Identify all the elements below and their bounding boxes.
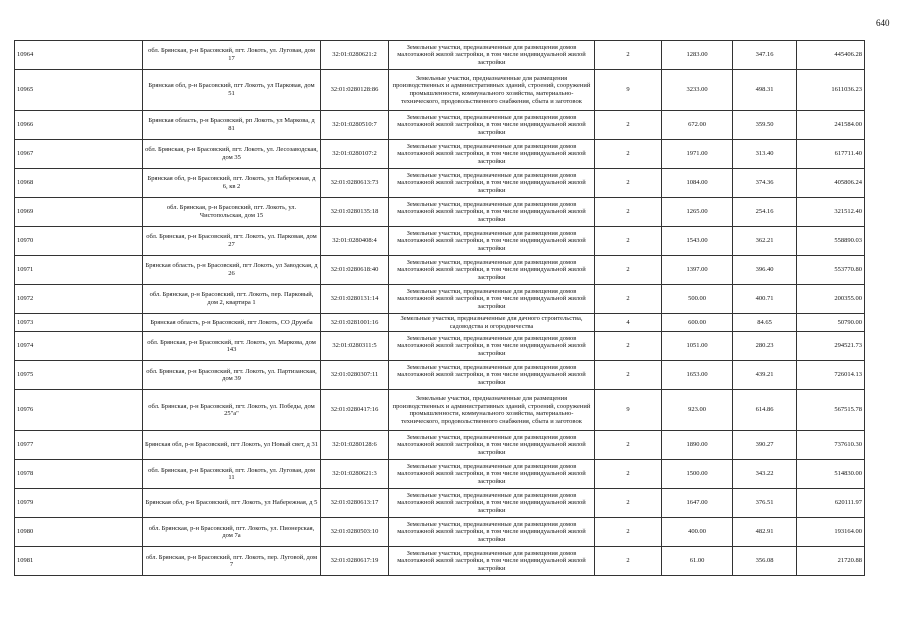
table-row: [15, 460, 865, 489]
specific-value-cell: 376.51: [733, 489, 797, 518]
area-cell: 1890.00: [662, 431, 733, 460]
use-category-code: 2: [595, 140, 662, 169]
record-id: 10966: [15, 111, 143, 140]
area-cell: 1265.00: [662, 198, 733, 227]
cadastral-number: 32:01:0280408:4: [321, 227, 389, 256]
cadastral-number: 32:01:0280618:40: [321, 256, 389, 285]
area-cell: 1397.00: [662, 256, 733, 285]
use-category-code: 2: [595, 547, 662, 576]
table-row: [15, 227, 865, 256]
land-use-description: Земельные участки, предназначенные для размещения домов малоэтажной жилой застройки, в том числе индивидуальной жилой застройки: [389, 431, 595, 460]
address-cell: обл. Брянская, р-н Брасовский, пгт. Локоть, ул. Партизанская, дом 39: [143, 361, 321, 390]
cadastral-value-cell: 726014.13: [797, 361, 865, 390]
land-use-description: Земельные участки, предназначенные для размещения домов малоэтажной жилой застройки, в том числе индивидуальной жилой застройки: [389, 518, 595, 547]
land-use-description: Земельные участки, предназначенные для размещения домов малоэтажной жилой застройки, в том числе индивидуальной жилой застройки: [389, 227, 595, 256]
record-id: 10967: [15, 140, 143, 169]
address-cell: Брянская область, р-н Брасовский, рп Локоть, ул Маркова, д 81: [143, 111, 321, 140]
address-cell: Брянская область, р-н Брасовский, пгт Локоть, ул Заводская, д 26: [143, 256, 321, 285]
cadastral-value-cell: 514830.00: [797, 460, 865, 489]
table-row: [15, 518, 865, 547]
record-id: 10976: [15, 390, 143, 431]
land-use-description: Земельные участки, предназначенные для размещения производственных и административных зданий, строений, сооружений промышленности, коммунального хозяйства, материально-технического, продовольственного снабжения, сбыта и заготовок: [389, 70, 595, 111]
cadastral-number: 32:01:0280417:16: [321, 390, 389, 431]
use-category-code: 2: [595, 431, 662, 460]
cadastral-value-cell: 553770.80: [797, 256, 865, 285]
cadastral-value-cell: 558890.03: [797, 227, 865, 256]
record-id: 10979: [15, 489, 143, 518]
cadastral-number: 32:01:0280311:5: [321, 332, 389, 361]
record-id: 10965: [15, 70, 143, 111]
cadastral-number: 32:01:0280621:2: [321, 41, 389, 70]
table-row: [15, 431, 865, 460]
record-id: 10969: [15, 198, 143, 227]
cadastral-value-cell: 50790.00: [797, 314, 865, 332]
specific-value-cell: 347.16: [733, 41, 797, 70]
area-cell: 923.00: [662, 390, 733, 431]
cadastral-number: 32:01:0281001:16: [321, 314, 389, 332]
use-category-code: 2: [595, 41, 662, 70]
record-id: 10964: [15, 41, 143, 70]
specific-value-cell: 374.36: [733, 169, 797, 198]
address-cell: Брянская обл, р-н Брасовский, пгт Локоть, ул Парковая, дом 51: [143, 70, 321, 111]
table-row: [15, 140, 865, 169]
table-row: [15, 314, 865, 332]
record-id: 10981: [15, 547, 143, 576]
cadastral-value-cell: 405806.24: [797, 169, 865, 198]
table-row: [15, 111, 865, 140]
record-id: 10975: [15, 361, 143, 390]
use-category-code: 2: [595, 361, 662, 390]
cadastral-value-cell: 321512.40: [797, 198, 865, 227]
land-use-description: Земельные участки, предназначенные для размещения домов малоэтажной жилой застройки, в том числе индивидуальной жилой застройки: [389, 198, 595, 227]
land-use-description: Земельные участки, предназначенные для размещения домов малоэтажной жилой застройки, в том числе индивидуальной жилой застройки: [389, 361, 595, 390]
specific-value-cell: 254.16: [733, 198, 797, 227]
use-category-code: 2: [595, 198, 662, 227]
specific-value-cell: 439.21: [733, 361, 797, 390]
use-category-code: 2: [595, 227, 662, 256]
area-cell: 1084.00: [662, 169, 733, 198]
cadastral-value-cell: 200355.00: [797, 285, 865, 314]
table-row: [15, 169, 865, 198]
table-row: [15, 489, 865, 518]
cadastral-number: 32:01:0280128:86: [321, 70, 389, 111]
cadastral-value-cell: 620111.97: [797, 489, 865, 518]
land-use-description: Земельные участки, предназначенные для дачного строительства, садоводства и огородничества: [389, 314, 595, 332]
area-cell: 400.00: [662, 518, 733, 547]
record-id: 10970: [15, 227, 143, 256]
table-row: [15, 41, 865, 70]
land-use-description: Земельные участки, предназначенные для размещения домов малоэтажной жилой застройки, в том числе индивидуальной жилой застройки: [389, 111, 595, 140]
use-category-code: 2: [595, 111, 662, 140]
specific-value-cell: 280.23: [733, 332, 797, 361]
address-cell: обл. Брянская, р-н Брасовский, пгт. Локоть, ул. Пионерская, дом 7а: [143, 518, 321, 547]
area-cell: 1647.00: [662, 489, 733, 518]
use-category-code: 2: [595, 460, 662, 489]
record-id: 10971: [15, 256, 143, 285]
land-use-description: Земельные участки, предназначенные для размещения домов малоэтажной жилой застройки, в том числе индивидуальной жилой застройки: [389, 169, 595, 198]
area-cell: 1971.00: [662, 140, 733, 169]
table-row: [15, 285, 865, 314]
table-row: [15, 361, 865, 390]
area-cell: 1051.00: [662, 332, 733, 361]
record-id: 10968: [15, 169, 143, 198]
cadastral-value-cell: 21720.88: [797, 547, 865, 576]
address-cell: Брянская обл, р-н Брасовский, пгт Локоть, ул Набережная, д 5: [143, 489, 321, 518]
cadastral-number: 32:01:0280131:14: [321, 285, 389, 314]
address-cell: обл. Брянская, р-н Брасовский, пгт. Локоть, ул. Чистопольская, дом 15: [143, 198, 321, 227]
address-cell: обл. Брянская, р-н Брасовский, пгт. Локоть, пер. Луговой, дом 7: [143, 547, 321, 576]
table-row: [15, 70, 865, 111]
specific-value-cell: 390.27: [733, 431, 797, 460]
address-cell: Брянская область, р-н Брасовский, пгт Локоть, СО Дружба: [143, 314, 321, 332]
use-category-code: 2: [595, 332, 662, 361]
land-registry-table: [14, 40, 865, 576]
land-use-description: Земельные участки, предназначенные для размещения домов малоэтажной жилой застройки, в том числе индивидуальной жилой застройки: [389, 140, 595, 169]
land-use-description: Земельные участки, предназначенные для размещения домов малоэтажной жилой застройки, в том числе индивидуальной жилой застройки: [389, 256, 595, 285]
specific-value-cell: 343.22: [733, 460, 797, 489]
specific-value-cell: 498.31: [733, 70, 797, 111]
address-cell: Брянская обл, р-н Брасовский, пгт Локоть, ул Новый свет, д 31: [143, 431, 321, 460]
land-use-description: Земельные участки, предназначенные для размещения домов малоэтажной жилой застройки, в том числе индивидуальной жилой застройки: [389, 489, 595, 518]
cadastral-value-cell: 617711.40: [797, 140, 865, 169]
use-category-code: 9: [595, 390, 662, 431]
cadastral-value-cell: 445406.28: [797, 41, 865, 70]
specific-value-cell: 400.71: [733, 285, 797, 314]
address-cell: обл. Брянская, р-н Брасовский, пгт. Локоть, ул. Луговая, дом 11: [143, 460, 321, 489]
area-cell: 3233.00: [662, 70, 733, 111]
cadastral-number: 32:01:0280307:11: [321, 361, 389, 390]
specific-value-cell: 313.40: [733, 140, 797, 169]
cadastral-number: 32:01:0280107:2: [321, 140, 389, 169]
page-number: 640: [876, 18, 890, 28]
table-row: [15, 332, 865, 361]
record-id: 10977: [15, 431, 143, 460]
table-row: [15, 390, 865, 431]
record-id: 10973: [15, 314, 143, 332]
cadastral-value-cell: 1611036.23: [797, 70, 865, 111]
area-cell: 600.00: [662, 314, 733, 332]
area-cell: 1653.00: [662, 361, 733, 390]
cadastral-number: 32:01:0280617:19: [321, 547, 389, 576]
use-category-code: 2: [595, 489, 662, 518]
use-category-code: 2: [595, 518, 662, 547]
address-cell: обл. Брянская, р-н Брасовский, пгт. Локоть, ул. Лесозаводская, дом 35: [143, 140, 321, 169]
address-cell: обл. Брянская, р-н Брасовский, пгт. Локоть, ул. Луговая, дом 17: [143, 41, 321, 70]
table-row: [15, 547, 865, 576]
cadastral-value-cell: 193164.00: [797, 518, 865, 547]
land-use-description: Земельные участки, предназначенные для размещения производственных и административных зданий, строений, сооружений промышленности, коммунального хозяйства, материально-технического, продовольственного снабжения, сбыта и заготовок: [389, 390, 595, 431]
use-category-code: 2: [595, 285, 662, 314]
cadastral-value-cell: 294521.73: [797, 332, 865, 361]
area-cell: 500.00: [662, 285, 733, 314]
specific-value-cell: 359.50: [733, 111, 797, 140]
record-id: 10974: [15, 332, 143, 361]
use-category-code: 2: [595, 256, 662, 285]
registry-rows: [15, 41, 865, 576]
area-cell: 672.00: [662, 111, 733, 140]
cadastral-number: 32:01:0280135:18: [321, 198, 389, 227]
use-category-code: 4: [595, 314, 662, 332]
cadastral-number: 32:01:0280128:6: [321, 431, 389, 460]
land-use-description: Земельные участки, предназначенные для размещения домов малоэтажной жилой застройки, в том числе индивидуальной жилой застройки: [389, 285, 595, 314]
record-id: 10972: [15, 285, 143, 314]
land-use-description: Земельные участки, предназначенные для размещения домов малоэтажной жилой застройки, в том числе индивидуальной жилой застройки: [389, 547, 595, 576]
specific-value-cell: 396.40: [733, 256, 797, 285]
cadastral-number: 32:01:0280503:10: [321, 518, 389, 547]
table-row: [15, 256, 865, 285]
cadastral-number: 32:01:0280510:7: [321, 111, 389, 140]
use-category-code: 9: [595, 70, 662, 111]
land-use-description: Земельные участки, предназначенные для размещения домов малоэтажной жилой застройки, в том числе индивидуальной жилой застройки: [389, 332, 595, 361]
land-use-description: Земельные участки, предназначенные для размещения домов малоэтажной жилой застройки, в том числе индивидуальной жилой застройки: [389, 41, 595, 70]
cadastral-number: 32:01:0280621:3: [321, 460, 389, 489]
area-cell: 1543.00: [662, 227, 733, 256]
address-cell: обл. Брянская, р-н Брасовский, пгт. Локоть, пер. Парковый, дом 2, квартира 1: [143, 285, 321, 314]
area-cell: 61.00: [662, 547, 733, 576]
specific-value-cell: 362.21: [733, 227, 797, 256]
land-use-description: Земельные участки, предназначенные для размещения домов малоэтажной жилой застройки, в том числе индивидуальной жилой застройки: [389, 460, 595, 489]
record-id: 10978: [15, 460, 143, 489]
use-category-code: 2: [595, 169, 662, 198]
specific-value-cell: 84.65: [733, 314, 797, 332]
table-row: [15, 198, 865, 227]
address-cell: Брянская обл, р-н Брасовский, пгт. Локоть, ул Набережная, д 6, кв 2: [143, 169, 321, 198]
address-cell: обл. Брянская, р-н Брасовский, пгт. Локоть, ул. Победы, дом 25"а": [143, 390, 321, 431]
cadastral-value-cell: 737610.30: [797, 431, 865, 460]
address-cell: обл. Брянская, р-н Брасовский, пгт. Локоть, ул. Парковая, дом 27: [143, 227, 321, 256]
area-cell: 1500.00: [662, 460, 733, 489]
cadastral-number: 32:01:0280613:73: [321, 169, 389, 198]
cadastral-value-cell: 241584.00: [797, 111, 865, 140]
cadastral-value-cell: 567515.78: [797, 390, 865, 431]
cadastral-number: 32:01:0280613:17: [321, 489, 389, 518]
specific-value-cell: 356.08: [733, 547, 797, 576]
record-id: 10980: [15, 518, 143, 547]
specific-value-cell: 482.91: [733, 518, 797, 547]
specific-value-cell: 614.86: [733, 390, 797, 431]
address-cell: обл. Брянская, р-н Брасовский, пгт. Локоть, ул. Маркова, дом 143: [143, 332, 321, 361]
area-cell: 1283.00: [662, 41, 733, 70]
